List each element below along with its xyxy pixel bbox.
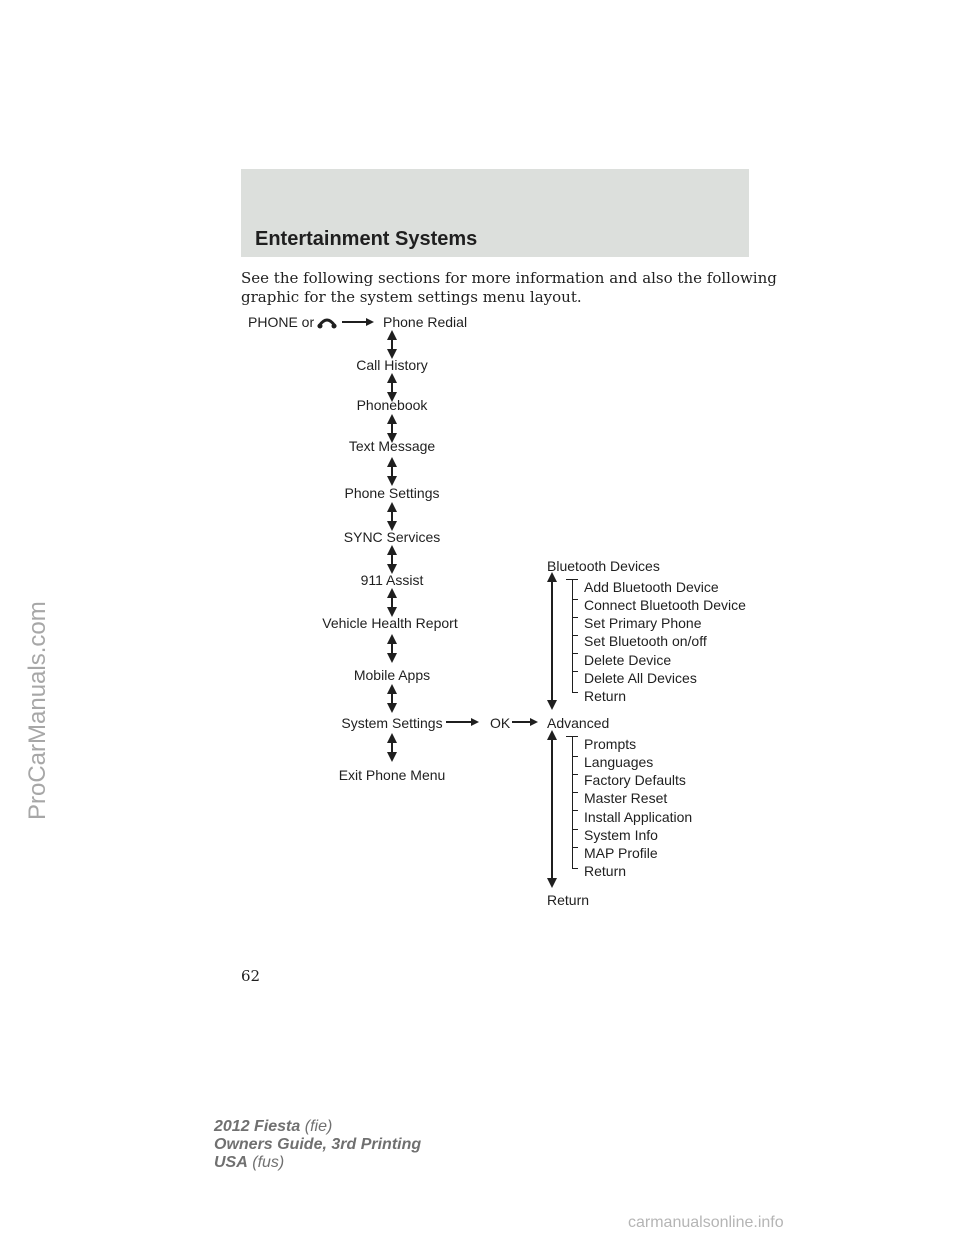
menu-call-history: Call History <box>356 357 428 373</box>
phone-or-label: PHONE or <box>248 314 315 330</box>
adv-item: Factory Defaults <box>584 772 686 788</box>
bt-item: Return <box>584 688 627 704</box>
bt-item: Set Primary Phone <box>584 615 702 631</box>
updown-arrow-10 <box>387 733 397 762</box>
phone-icon <box>318 320 337 329</box>
intro-line-1: See the following sections for more information and also the following <box>241 269 777 287</box>
menu-sync-services: SYNC Services <box>343 529 441 545</box>
adv-item: System Info <box>584 827 658 843</box>
menu-911-assist: 911 Assist <box>360 572 424 588</box>
advanced-title: Advanced <box>547 715 610 731</box>
intro-line-2: graphic for the system settings menu layout. <box>241 288 582 306</box>
footer <box>214 1118 421 1172</box>
footer-region-code: (fus) <box>252 1154 285 1171</box>
watermark-vertical: ProCarManuals.com <box>24 601 51 820</box>
adv-item: Prompts <box>584 736 637 752</box>
menu-phonebook: Phonebook <box>356 397 428 413</box>
footer-guide: Owners Guide, 3rd Printing <box>214 1136 422 1153</box>
menu-text-message: Text Message <box>348 438 436 454</box>
adv-item: Languages <box>584 754 654 770</box>
menu-vehicle-health-report: Vehicle Health Report <box>322 615 458 631</box>
menu-system-settings: System Settings <box>341 715 443 731</box>
adv-item: Return <box>584 863 627 879</box>
vertical-arrow-advanced <box>547 730 557 888</box>
bluetooth-bracket <box>566 579 578 693</box>
adv-item: MAP Profile <box>584 845 658 861</box>
updown-arrow-9 <box>387 684 397 713</box>
bt-item: Delete All Devices <box>584 670 697 686</box>
bt-item: Delete Device <box>584 652 672 668</box>
bt-item: Set Bluetooth on/off <box>584 633 707 649</box>
page-number: 62 <box>241 967 261 985</box>
phone-redial-label: Phone Redial <box>383 314 468 330</box>
advanced-bracket <box>566 736 578 869</box>
bt-item: Add Bluetooth Device <box>584 579 719 595</box>
ok-label: OK <box>490 715 511 731</box>
footer-model-code: (fie) <box>304 1118 333 1135</box>
updown-arrow-4 <box>387 457 397 486</box>
updown-arrow-8 <box>387 634 397 663</box>
adv-item: Install Application <box>584 809 693 825</box>
adv-item: Master Reset <box>584 790 668 806</box>
site-watermark: carmanualsonline.info <box>628 1214 784 1231</box>
section-title: Entertainment Systems <box>255 228 478 250</box>
updown-arrow-1 <box>387 330 397 359</box>
updown-arrow-7 <box>387 588 397 617</box>
bottom-return-label: Return <box>547 892 590 908</box>
bluetooth-devices-title: Bluetooth Devices <box>547 558 660 574</box>
menu-phone-settings: Phone Settings <box>344 485 440 501</box>
updown-arrow-5 <box>387 502 397 531</box>
menu-exit-phone-menu: Exit Phone Menu <box>338 767 446 783</box>
menu-mobile-apps: Mobile Apps <box>353 667 431 683</box>
footer-model: 2012 Fiesta <box>214 1118 301 1135</box>
footer-region: USA <box>214 1154 248 1171</box>
bt-item: Connect Bluetooth Device <box>584 597 746 613</box>
up-down-arrows <box>387 330 397 762</box>
vertical-arrow-bluetooth <box>547 572 557 710</box>
updown-arrow-6 <box>387 545 397 574</box>
